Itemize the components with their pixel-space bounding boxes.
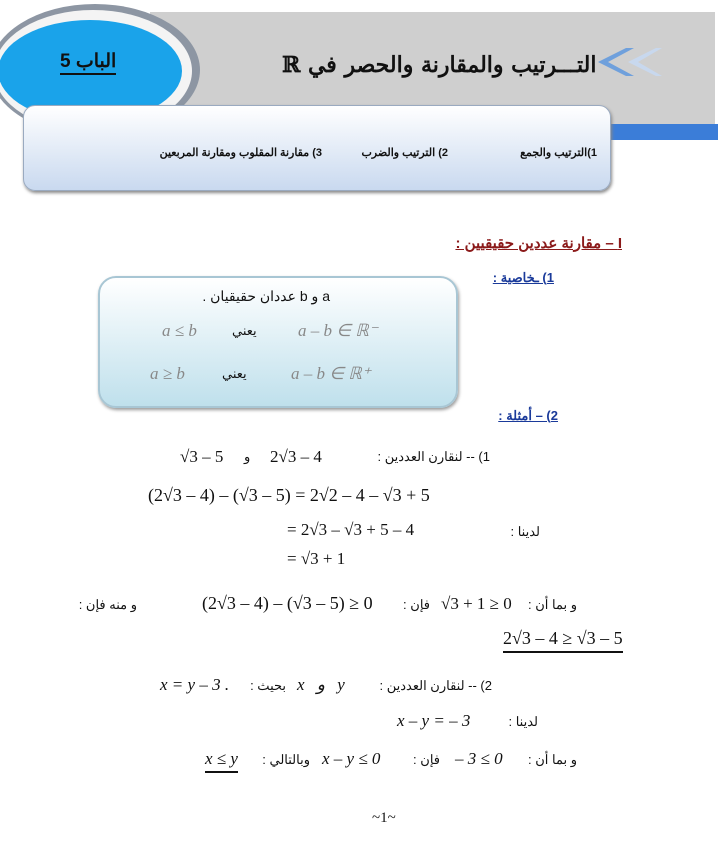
double-chevron-left-icon: [598, 48, 662, 76]
property-intro: a و b عددان حقيقيان .: [202, 288, 330, 304]
page-number: ~1~: [372, 810, 396, 826]
example2-then: فإن :: [413, 752, 440, 767]
example1-intro: 1) -- لنقارن العددين :: [377, 449, 490, 464]
example1-since: و بما أن :: [528, 597, 577, 612]
example2-then-expr: x – y ≤ 0: [322, 749, 381, 768]
example2-vars: x و y: [297, 675, 345, 694]
example2-thus: وبالتالي :: [262, 752, 310, 767]
property-row2-means: يعني: [222, 366, 247, 381]
examples-label: 2) – أمثلة :: [498, 408, 558, 423]
example1-result: 2√3 – 4 ≥ √3 – 5: [503, 628, 623, 653]
example1-num2: √3 – 5: [180, 447, 224, 466]
section-heading: I – مقارنة عددين حقيقيين :: [455, 235, 622, 252]
example2-diff: x – y = – 3: [397, 711, 471, 730]
property-row1-right: a – b ∈ ℝ⁻: [298, 321, 378, 340]
property-row1-means: يعني: [232, 323, 257, 338]
property-label: 1) ـخاصية :: [492, 270, 554, 285]
example2-intro: 2) -- لنقارن العددين :: [379, 678, 492, 693]
page-title: التـــرتيب والمقارنة والحصر في ℝ: [282, 52, 597, 78]
outline-item-1: 1)الترتيب والجمع: [520, 147, 597, 159]
example2-such: بحيث :: [250, 678, 286, 693]
example1-since-expr: √3 + 1 ≥ 0: [441, 594, 512, 613]
example1-eq2: = 2√3 – √3 + 5 – 4: [287, 520, 415, 539]
property-row1-left: a ≤ b: [162, 321, 197, 340]
example1-then-expr: (2√3 – 4) – (√3 – 5) ≥ 0: [202, 593, 373, 613]
example2-since: و بما أن :: [528, 752, 577, 767]
example1-then: فإن :: [403, 597, 430, 612]
example1-num1: 2√3 – 4: [270, 447, 322, 466]
example2-since-expr: – 3 ≤ 0: [455, 749, 503, 768]
example1-have: لدينا :: [510, 524, 540, 539]
example2-cond: x = y – 3 .: [160, 675, 230, 694]
example2-have: لدينا :: [508, 714, 538, 729]
outline-item-3: 3) مقارنة المقلوب ومقارنة المربعين: [159, 147, 322, 159]
outline-item-2: 2) الترتيب والضرب: [361, 147, 448, 159]
example1-eq3: = √3 + 1: [287, 549, 346, 568]
example1-and: و: [244, 449, 251, 464]
property-row2-left: a ≥ b: [150, 364, 185, 383]
example1-hence: و منه فإن :: [78, 597, 137, 612]
property-row2-right: a – b ∈ ℝ⁺: [291, 364, 371, 383]
example2-result: x ≤ y: [205, 749, 238, 773]
chapter-label: الباب 5: [60, 50, 116, 75]
example1-eq1: (2√3 – 4) – (√3 – 5) = 2√2 – 4 – √3 + 5: [148, 485, 430, 505]
